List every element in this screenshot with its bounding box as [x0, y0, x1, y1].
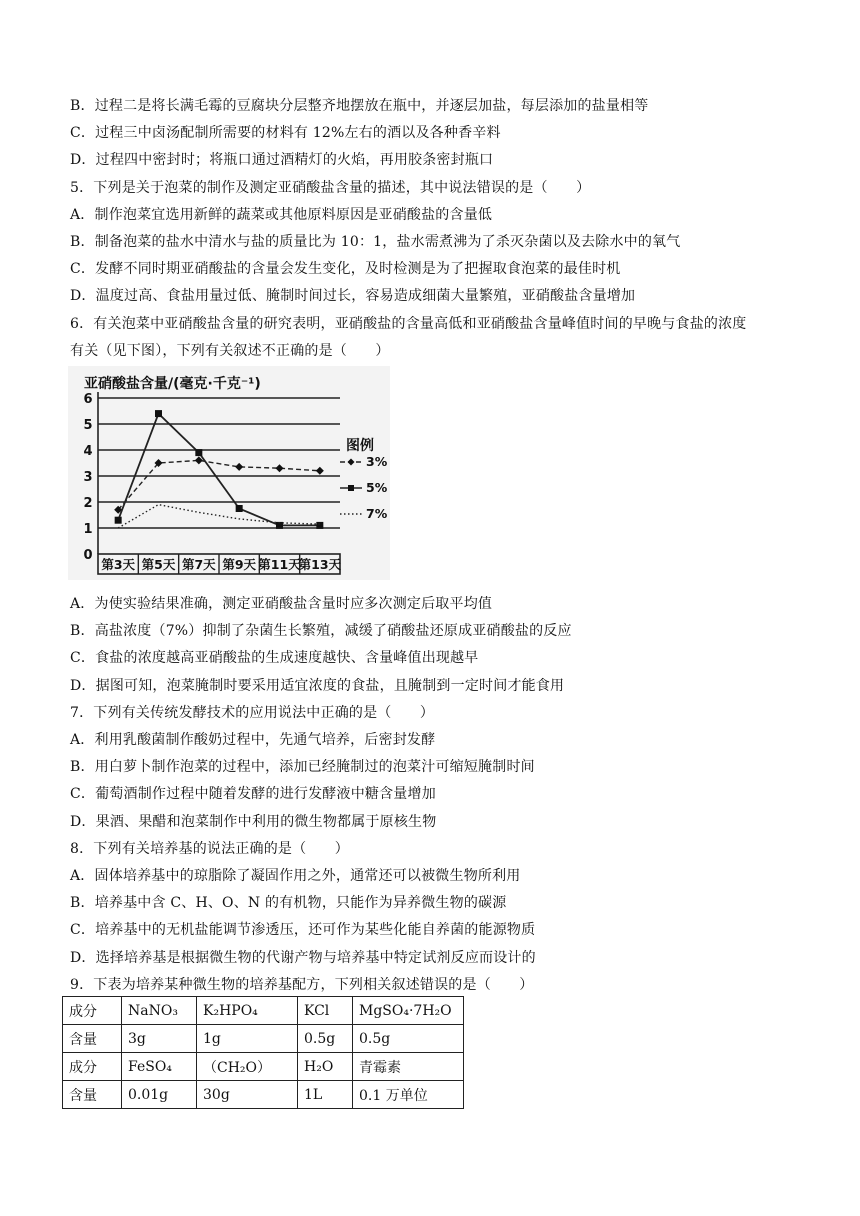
x-tick-label: 第9天 — [222, 557, 257, 572]
text-line: 5．下列是关于泡菜的制作及测定亚硝酸盐含量的描述，其中说法错误的是（ ） — [70, 179, 591, 196]
series-line-7pct — [118, 505, 320, 528]
table-cell: NaNO₃ — [122, 997, 197, 1025]
text-line: D．果酒、果醋和泡菜制作中利用的微生物都属于原核生物 — [70, 813, 437, 830]
table-row — [63, 1025, 464, 1053]
text-line: B．过程二是将长满毛霉的豆腐块分层整齐地摆放在瓶中，并逐层加盐，每层添加的盐量相等 — [70, 98, 649, 114]
y-tick-label: 2 — [83, 496, 93, 511]
x-tick-label: 第7天 — [181, 557, 216, 572]
legend-marker — [348, 485, 354, 491]
text-line: A．制作泡菜宜选用新鲜的蔬菜或其他原料原因是亚硝酸盐的含量低 — [70, 206, 493, 223]
text-line: 7．下列有关传统发酵技术的应用说法中正确的是（ ） — [70, 704, 435, 721]
table-cell: 3g — [122, 1025, 197, 1053]
table-cell: 0.01g — [122, 1081, 197, 1109]
table-cell: 含量 — [63, 1081, 122, 1109]
table-cell: （CH₂O） — [197, 1053, 298, 1081]
table-cell: 成分 — [63, 1053, 122, 1081]
table-row — [63, 997, 464, 1025]
y-tick-label: 0 — [83, 548, 93, 563]
nitrite-line-chart — [68, 366, 390, 580]
y-axis-label: 亚硝酸盐含量/(毫克·千克⁻¹) — [84, 376, 261, 392]
medium-recipe-table — [62, 996, 464, 1109]
text-line: B．用白萝卜制作泡菜的过程中，添加已经腌制过的泡菜汁可缩短腌制时间 — [70, 759, 535, 776]
legend-title: 图例 — [346, 438, 374, 454]
text-line: D．温度过高、食盐用量过低、腌制时间过长，容易造成细菌大量繁殖，亚硝酸盐含量增加 — [70, 288, 636, 305]
x-tick-label: 第13天 — [298, 557, 342, 572]
text-line: D．据图可知，泡菜腌制时要采用适宜浓度的食盐，且腌制到一定时间才能食用 — [70, 677, 565, 694]
data-point-square — [195, 449, 202, 456]
text-line: 8．下列有关培养基的说法正确的是（ ） — [70, 840, 349, 857]
data-point-square — [155, 410, 162, 417]
table-cell: 1g — [197, 1025, 298, 1053]
table-row — [63, 1081, 464, 1109]
text-line: C．过程三中卤汤配制所需要的材料有 12%左右的酒以及各种香辛料 — [70, 125, 501, 142]
legend-marker — [348, 459, 355, 466]
data-point-diamond — [235, 463, 243, 471]
text-line: B．高盐浓度（7%）抑制了杂菌生长繁殖，减缓了硝酸盐还原成亚硝酸盐的反应 — [70, 623, 572, 640]
data-point-square — [115, 517, 122, 524]
text-line: D．过程四中密封时；将瓶口通过酒精灯的火焰，再用胶条密封瓶口 — [70, 152, 494, 169]
text-line: C．食盐的浓度越高亚硝酸盐的生成速度越快、含量峰值出现越早 — [70, 650, 479, 667]
data-point-square — [316, 522, 323, 529]
x-tick-label: 第3天 — [101, 557, 136, 572]
text-line: B．培养基中含 C、H、O、N 的有机物，只能作为异养微生物的碳源 — [70, 895, 507, 912]
table-cell: FeSO₄ — [122, 1053, 197, 1081]
nitrite-chart — [68, 366, 390, 580]
data-point-square — [236, 505, 243, 512]
table-cell: K₂HPO₄ — [197, 997, 298, 1025]
x-tick-label: 第5天 — [141, 557, 176, 572]
data-point-diamond — [276, 464, 284, 472]
table-cell: KCl — [298, 997, 353, 1025]
legend-label: 3% — [366, 454, 388, 469]
text-line: A．为使实验结果准确，测定亚硝酸盐含量时应多次测定后取平均值 — [70, 596, 493, 612]
text-line: A．固体培养基中的琼脂除了凝固作用之外，通常还可以被微生物所利用 — [70, 868, 521, 884]
y-tick-label: 5 — [83, 418, 93, 433]
table-cell: MgSO₄·7H₂O — [353, 997, 464, 1025]
table-row — [63, 1053, 464, 1081]
table-cell: 0.5g — [298, 1025, 353, 1053]
table-cell: 0.5g — [353, 1025, 464, 1053]
text-line: C．培养基中的无机盐能调节渗透压，还可作为某些化能自养菌的能源物质 — [70, 922, 536, 939]
text-line: C．发酵不同时期亚硝酸盐的含量会发生变化，及时检测是为了把握取食泡菜的最佳时机 — [70, 261, 621, 278]
x-tick-label: 第11天 — [258, 557, 301, 572]
table-cell: 1L — [298, 1081, 353, 1109]
text-line: 9．下表为培养某种微生物的培养基配方，下列相关叙述错误的是（ ） — [70, 976, 534, 993]
y-tick-label: 6 — [83, 392, 93, 407]
text-line: 有关（见下图），下列有关叙述不正确的是（ ） — [70, 342, 390, 359]
table-cell: 30g — [197, 1081, 298, 1109]
y-tick-label: 4 — [83, 444, 93, 459]
table-cell: 含量 — [63, 1025, 122, 1053]
table-cell: 0.1 万单位 — [353, 1081, 464, 1109]
text-line: 6．有关泡菜中亚硝酸盐含量的研究表明，亚硝酸盐的含量高低和亚硝酸盐含量峰值时间的早晚与食盐的浓度 — [70, 315, 747, 332]
text-line: C．葡萄酒制作过程中随着发酵的进行发酵液中糖含量增加 — [70, 786, 436, 803]
text-line: A．利用乳酸菌制作酸奶过程中，先通气培养，后密封发酵 — [70, 732, 436, 748]
text-line: D．选择培养基是根据微生物的代谢产物与培养基中特定试剂反应而设计的 — [70, 949, 536, 966]
table-cell: 青霉素 — [353, 1053, 464, 1081]
table-cell: H₂O — [298, 1053, 353, 1081]
y-tick-label: 1 — [83, 522, 93, 537]
text-line: B．制备泡菜的盐水中清水与盐的质量比为 10：1，盐水需煮沸为了杀灭杂菌以及去除水中的氧气 — [70, 234, 681, 250]
table-cell: 成分 — [63, 997, 122, 1025]
data-point-diamond — [316, 467, 324, 475]
y-tick-label: 3 — [83, 470, 93, 485]
legend-label: 7% — [366, 506, 388, 521]
legend-label: 5% — [366, 480, 388, 495]
